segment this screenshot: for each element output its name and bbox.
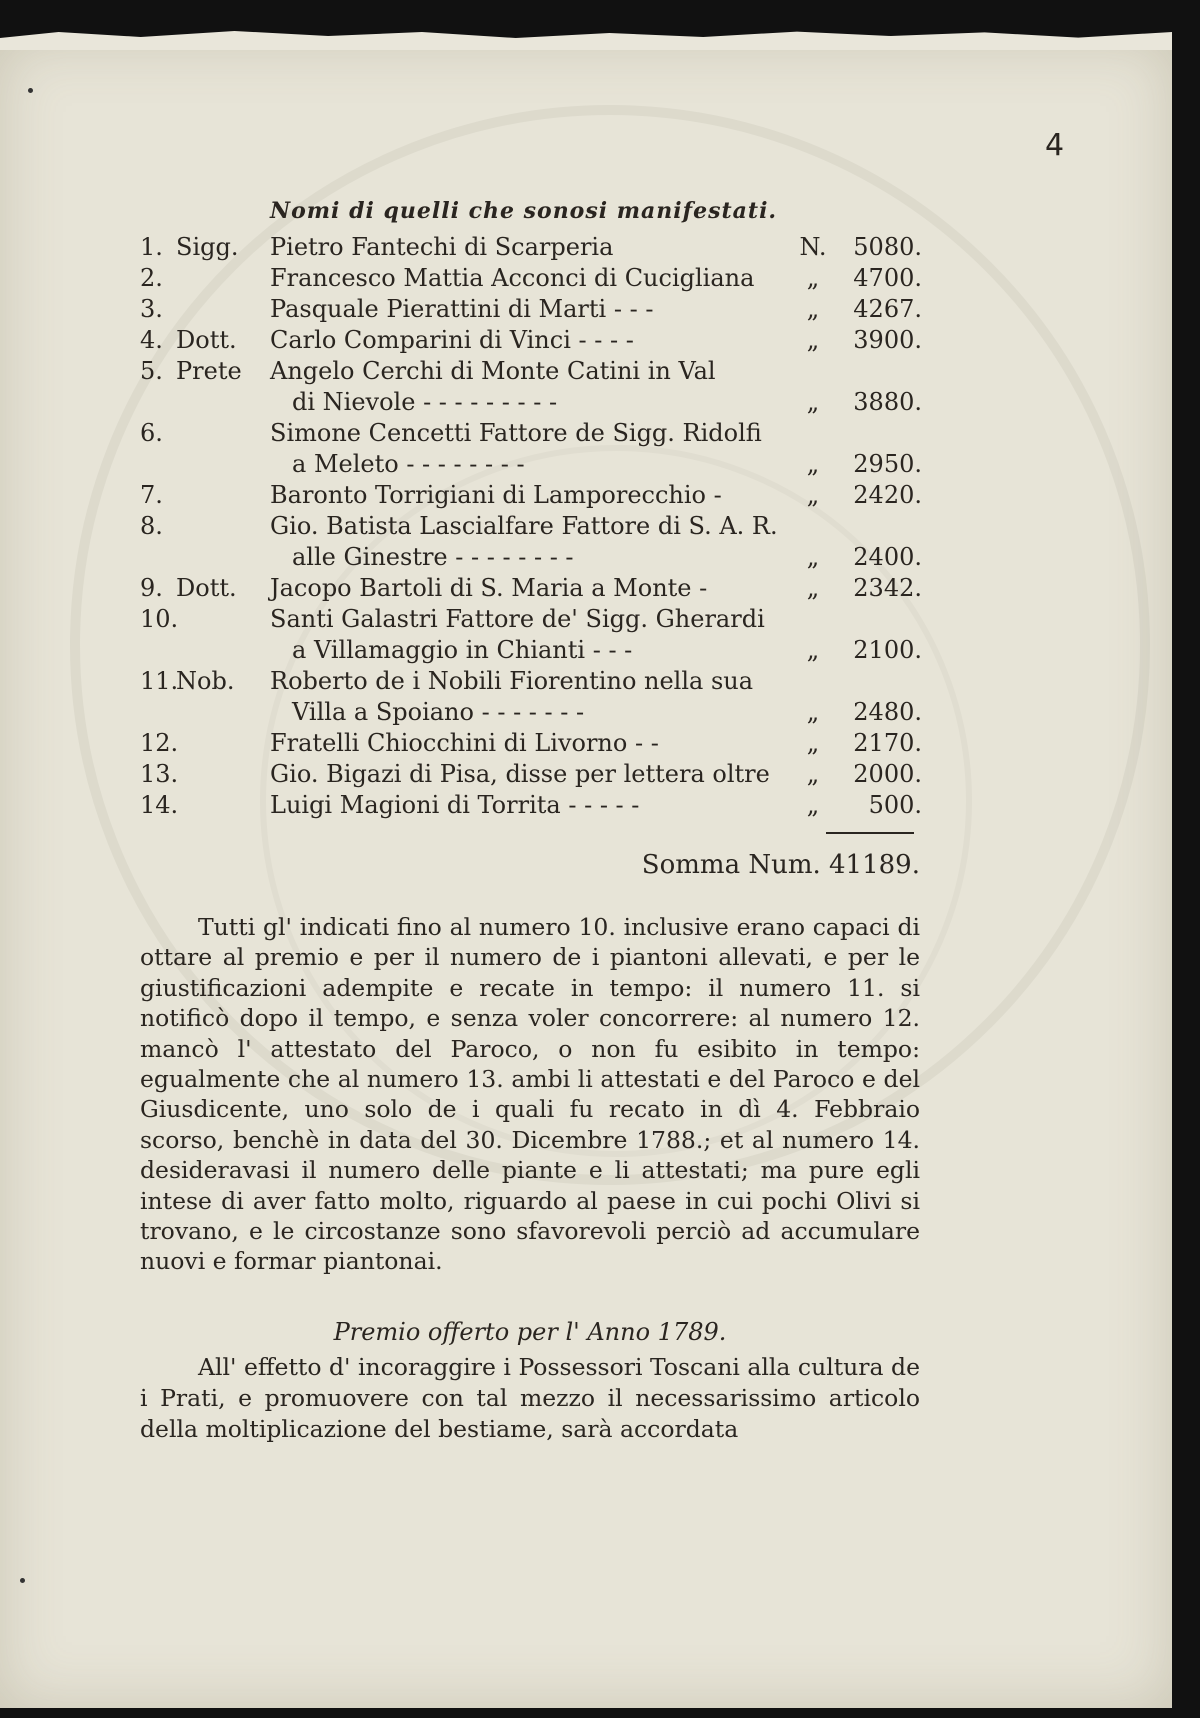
list-item [140,232,920,263]
paper-speck [28,88,33,93]
entry-value: 2342. [853,574,922,602]
entry-value: 2170. [853,729,922,757]
body-paragraph-2: All' effetto d' incoraggire i Possessori Toscani alla cultura de i Prati, e promuovere con tal mezzo il necessarissimo articolo della moltiplicazione del bestiame, sarà accordata [140,1353,920,1443]
list-item [140,418,920,480]
entry-marker: „ [806,574,820,602]
entry-name [270,604,790,666]
entry-marker: „ [806,388,820,416]
entry-marker: „ [806,543,820,571]
list-item [140,573,920,604]
entry-name-line: Gio. Batista Lascialfare Fattore di S. A. R. [270,512,778,540]
total-value: 41189. [829,850,920,880]
entry-name-line: Luigi Magioni di Torrita - - - - - [270,791,640,819]
entry-marker: „ [806,729,820,757]
entry-number: 6. [140,419,163,447]
entry-number: 2. [140,264,163,292]
entry-name [270,666,790,728]
entry-number: 3. [140,295,163,323]
entry-marker: „ [806,326,820,354]
entry-name-line: Roberto de i Nobili Fiorentino nella sua [270,667,754,695]
total-label: Somma Num. [641,850,821,880]
list-heading: Nomi di quelli che sonosi manifestati. [270,198,778,224]
entry-value: 500. [868,791,922,819]
entry-number: 5. [140,357,163,385]
entry-number: 12. [140,729,179,757]
total-rule [826,832,914,834]
entry-name [270,759,790,790]
entry-value: 2480. [853,698,922,726]
torn-top-edge [0,30,1172,50]
entry-name-line: Fratelli Chiocchini di Livorno - - [270,729,659,757]
entry-number: 7. [140,481,163,509]
entry-number: 13. [140,760,179,788]
entry-value: 3880. [853,388,922,416]
entry-name [270,325,790,356]
entry-name [270,356,790,418]
entry-marker: „ [806,636,820,664]
entry-marker: N. [799,233,827,261]
entry-number: 11. [140,667,179,695]
entry-number: 10. [140,605,179,633]
entry-name-line: Angelo Cerchi di Monte Catini in Val [270,357,716,385]
entry-value: 5080. [853,233,922,261]
body-paragraph: Tutti gl' indicati fino al numero 10. inclusive erano capaci di ottare al premio e per il numero de i piantoni allevati, e per le giustificazioni adempite e recate in tempo: il numero 11. si notificò dopo il tempo, e senza voler concorrere: al numero 12. mancò l' attestato del Paroco, o non fu esibito in tempo: egualmente che al numero 13. ambi li attestati e del Paroco e del Giusdicente, uno solo de i quali fu recato in dì 4. Febbraio scorso, benchè in data del 30. Dicembre 1788.; et al numero 14. desideravasi il numero delle piante e li attestati; ma pure egli intese di aver fatto molto, riguardo al paese in cui pochi Olivi si trovano, e le circostanze sono sfavorevoli perciò ad accumulare nuovi e formar piantonai. [140,913,920,1276]
list-item [140,511,920,573]
entry-name [270,232,790,263]
entry-number: 14. [140,791,179,819]
entry-name-line: Villa a Spoiano - - - - - - - [292,698,585,726]
entry-value: 4700. [853,264,922,292]
entry-marker: „ [806,760,820,788]
entry-number: 4. [140,326,163,354]
entry-list [140,232,920,821]
entry-name [270,790,790,821]
entry-name-line: a Villamaggio in Chianti - - - [292,636,633,664]
entry-name-line: alle Ginestre - - - - - - - - [292,543,574,571]
entry-marker: „ [806,450,820,478]
entry-name-line: Simone Cencetti Fattore de Sigg. Ridolfi [270,419,762,447]
entry-name-line: Jacopo Bartoli di S. Maria a Monte - [270,574,708,602]
entry-name [270,511,790,573]
page-number: 4 [1045,128,1065,163]
entry-value: 2950. [853,450,922,478]
paper-speck [20,1578,25,1583]
entry-number: 9. [140,574,163,602]
entry-marker: „ [806,481,820,509]
entry-name [270,263,790,294]
entry-marker: „ [806,295,820,323]
entry-title: Sigg. [176,233,239,261]
entry-name-line: Santi Galastri Fattore de' Sigg. Gherardi [270,605,765,633]
list-item [140,728,920,759]
list-item [140,604,920,666]
entry-name-line: Carlo Comparini di Vinci - - - - [270,326,634,354]
total-line [630,850,920,880]
entry-value: 2420. [853,481,922,509]
entry-name-line: di Nievole - - - - - - - - - [292,388,558,416]
entry-name [270,294,790,325]
list-item [140,294,920,325]
entry-name [270,573,790,604]
list-item [140,325,920,356]
entry-name-line: Francesco Mattia Acconci di Cucigliana [270,264,755,292]
entry-name-line: Gio. Bigazi di Pisa, disse per lettera oltre [270,760,770,788]
entry-value: 4267. [853,295,922,323]
entry-name-line: Pietro Fantechi di Scarperia [270,233,614,261]
list-item [140,759,920,790]
entry-name-line: Pasquale Pierattini di Marti - - - [270,295,654,323]
entry-title: Dott. [176,326,237,354]
entry-value: 2100. [853,636,922,664]
entry-value: 2000. [853,760,922,788]
entry-name [270,418,790,480]
entry-marker: „ [806,264,820,292]
list-item [140,790,920,821]
list-item [140,356,920,418]
entry-number: 1. [140,233,163,261]
section-heading: Premio offerto per l' Anno 1789. [333,1318,727,1346]
entry-name [270,728,790,759]
list-item [140,480,920,511]
entry-marker: „ [806,791,820,819]
entry-number: 8. [140,512,163,540]
entry-name-line: a Meleto - - - - - - - - [292,450,525,478]
entry-title: Prete [176,357,242,385]
entry-title: Dott. [176,574,237,602]
entry-name [270,480,790,511]
entry-value: 2400. [853,543,922,571]
list-item [140,263,920,294]
entry-name-line: Baronto Torrigiani di Lamporecchio - [270,481,722,509]
entry-value: 3900. [853,326,922,354]
entry-title: Nob. [176,667,235,695]
entry-marker: „ [806,698,820,726]
list-item [140,666,920,728]
